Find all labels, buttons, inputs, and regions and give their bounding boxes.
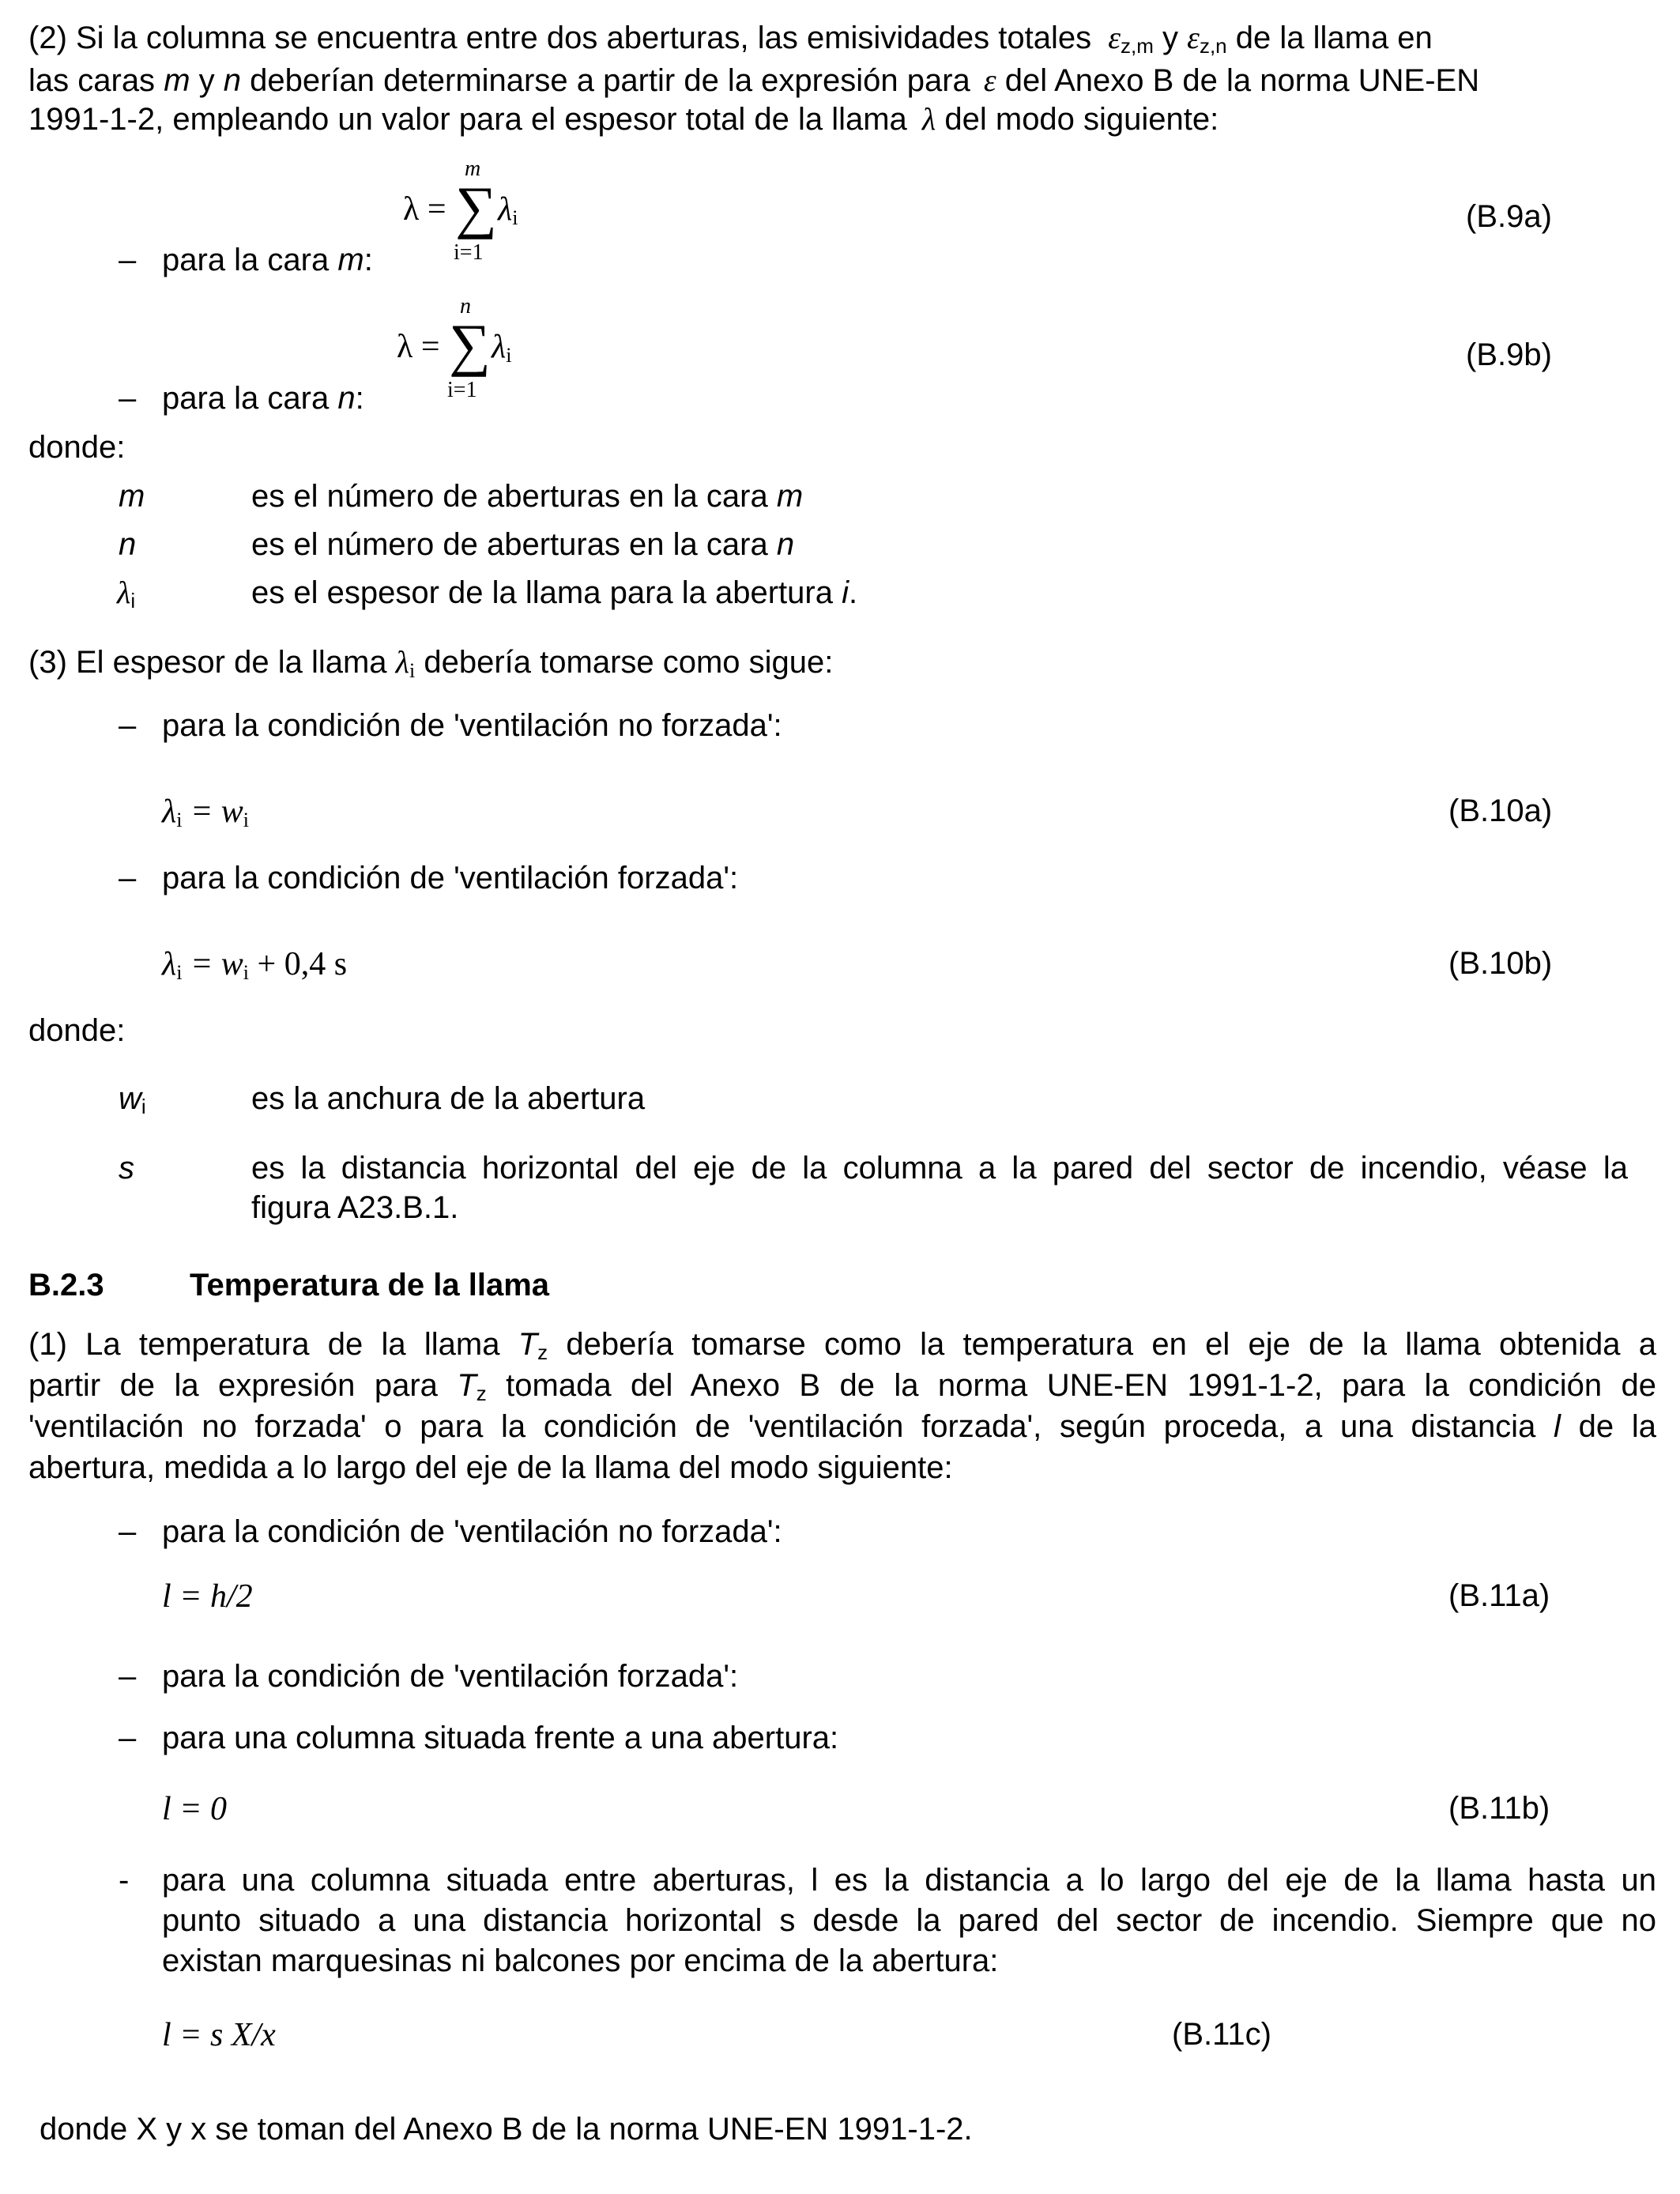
where-desc-text: es el número de aberturas en la cara [251, 527, 768, 562]
equation-number: (B.10b) [1448, 946, 1553, 981]
where-desc-s-line-2: figura A23.B.1. [251, 1190, 459, 1225]
p1-text: de la [1578, 1409, 1656, 1444]
p2-text: deberían determinarse a partir de la expresión para [250, 63, 970, 98]
lambda-symbol: λ [395, 644, 409, 680]
epsilon-subscript-m: z,m [1121, 34, 1154, 58]
condition-forced-ventilation: para la condición de 'ventilación forzada': [162, 861, 739, 895]
subscript-i: i [243, 809, 250, 831]
equation-number: (B.11b) [1448, 1791, 1550, 1826]
equation-b10a [162, 790, 249, 834]
epsilon-symbol: ε [1108, 20, 1121, 55]
condition-natural-ventilation: para la condición de 'ventilación no forzada': [162, 1514, 782, 1549]
p2-text: de la llama en [1235, 21, 1433, 55]
p3-text: (3) El espesor de la llama [28, 645, 387, 680]
T-symbol: T [457, 1368, 477, 1403]
where-desc-var: m [776, 479, 804, 514]
where-desc-w: es la anchura de la abertura [251, 1081, 646, 1116]
condition-column-between-openings-line-2: punto situado a una distancia horizontal s desde la pared del sector de incendio. Siempre que no [162, 1903, 1656, 1938]
section-title: Temperatura de la llama [190, 1268, 549, 1302]
p1-text: (1) La temperatura de la llama [28, 1327, 500, 1362]
where-symbol-m: m [119, 479, 145, 514]
T-z [457, 1368, 486, 1403]
eq-lhs: λ = [403, 191, 446, 228]
p2-text: del Anexo B de la norma UNE-EN [1004, 63, 1480, 98]
subscript-i: i [506, 344, 512, 367]
where-desc-var: i [842, 575, 849, 610]
where-desc-var: n [776, 527, 795, 562]
summation-symbol: ∑ [449, 313, 491, 378]
face-label-text: para la cara [162, 243, 330, 277]
lambda-symbol: λ [162, 946, 177, 982]
summation-symbol: ∑ [455, 175, 497, 240]
subscript-i: i [130, 589, 136, 613]
p1-line-1 [28, 1324, 1656, 1367]
where-heading: donde: [28, 1013, 126, 1048]
list-dash: – [119, 1659, 137, 1694]
p1-line-2 [28, 1365, 1656, 1408]
where-desc-lambda-i [251, 572, 857, 613]
list-dash: – [119, 708, 137, 743]
list-dash: – [119, 1514, 137, 1549]
lambda-symbol: λ [921, 101, 936, 137]
where-desc-text: es el espesor de la llama para la abertura [251, 575, 833, 610]
condition-natural-ventilation: para la condición de 'ventilación no forzada': [162, 708, 782, 743]
subscript-i: i [176, 809, 183, 831]
colon: : [355, 381, 364, 416]
sum-term [492, 326, 511, 369]
period: . [849, 575, 858, 610]
distance-l: l [1554, 1409, 1561, 1444]
closing-note: donde X y x se toman del Anexo B de la norma UNE-EN 1991-1-2. [40, 2112, 973, 2147]
epsilon-subscript-n: z,n [1199, 34, 1227, 58]
subscript-z: z [537, 1340, 548, 1364]
p2-line-2 [28, 60, 1479, 101]
p2-text: (2) Si la columna se encuentra entre dos aberturas, las emisividades totales [28, 21, 1092, 55]
equation-number: (B.9b) [1466, 337, 1552, 372]
lambda-symbol: λ [498, 191, 513, 228]
face-var: n [337, 381, 356, 416]
T-symbol: T [518, 1327, 538, 1362]
face-label [162, 378, 364, 419]
where-symbol-n: n [119, 527, 137, 562]
epsilon-symbol: ε [983, 62, 996, 98]
face-label [162, 239, 373, 281]
list-dash: – [119, 381, 137, 416]
equation-number: (B.10a) [1448, 794, 1553, 828]
list-dash: – [119, 1721, 137, 1755]
p2-conjunction: y [1162, 21, 1179, 55]
p2-text: las caras [28, 63, 156, 98]
list-hyphen: - [119, 1863, 130, 1898]
sum-term [498, 188, 518, 232]
p1-text: tomada del Anexo B de la norma UNE-EN 1991-1-2, para la condición de [506, 1368, 1657, 1403]
p1-text: 'ventilación no forzada' o para la condición de 'ventilación forzada', según proceda, a una distancia [28, 1409, 1536, 1444]
p2-conjunction: y [198, 63, 215, 98]
where-desc-m [251, 476, 803, 517]
section-number: B.2.3 [28, 1268, 104, 1302]
condition-column-facing-opening: para una columna situada frente a una abertura: [162, 1721, 839, 1755]
condition-column-between-openings-line-3: existan marquesinas ni balcones por encima de la abertura: [162, 1943, 999, 1978]
where-symbol-w-i [119, 1078, 146, 1121]
p1-line-4: abertura, medida a lo largo del eje de la llama del modo siguiente: [28, 1450, 953, 1485]
face-var: m [337, 243, 364, 277]
subscript-i: i [141, 1095, 146, 1118]
where-heading: donde: [28, 430, 126, 465]
subscript-i: i [243, 961, 250, 984]
p1-text: debería tomarse como la temperatura en el eje de la llama obtenida a [566, 1327, 1656, 1362]
eq-rhs: = w [182, 946, 243, 982]
eq-lhs: λ = [397, 329, 440, 365]
list-dash: – [119, 243, 137, 277]
where-desc-n [251, 524, 794, 565]
lambda-i [396, 644, 416, 680]
epsilon-symbol: ε [1187, 20, 1200, 55]
equation-b10b [162, 943, 347, 986]
equation-number: (B.11a) [1448, 1578, 1550, 1613]
condition-forced-ventilation: para la condición de 'ventilación forzada': [162, 1659, 739, 1694]
w-symbol: w [119, 1081, 141, 1116]
p2-text: 1991-1-2, empleando un valor para el espesor total de la llama [28, 102, 907, 137]
equation-b11b: l = 0 [162, 1791, 228, 1827]
sum-lower-limit: i=1 [447, 378, 477, 402]
equation-number: (B.9a) [1466, 199, 1552, 234]
subscript-i: i [409, 659, 416, 682]
list-dash: – [119, 861, 137, 895]
face-n: n [223, 63, 242, 98]
p3-intro [28, 642, 833, 684]
p3-text: debería tomarse como sigue: [424, 645, 834, 680]
eq-rhs: = w [182, 794, 243, 830]
lambda-symbol: λ [492, 329, 507, 365]
p2-line-3 [28, 99, 1219, 140]
colon: : [363, 243, 373, 277]
p2-text: del modo siguiente: [944, 102, 1219, 137]
sum-lower-limit: i=1 [454, 240, 484, 265]
subscript-i: i [512, 206, 518, 229]
p1-line-3 [28, 1406, 1656, 1447]
subscript-i: i [176, 961, 183, 984]
equation-b11c: l = s X/x [162, 2017, 276, 2053]
p2-line-1 [28, 17, 1433, 60]
condition-column-between-openings-line-1: para una columna situada entre aberturas, l es la distancia a lo largo del eje de la llama hasta un [162, 1863, 1656, 1898]
T-z [518, 1327, 548, 1362]
where-symbol-s: s [119, 1151, 134, 1186]
face-label-text: para la cara [162, 381, 330, 416]
equation-b11a: l = h/2 [162, 1578, 253, 1615]
where-desc-s-line-1: es la distancia horizontal del eje de la columna a la pared del sector de incendio, véase la [251, 1151, 1628, 1186]
eq-rhs-tail: + 0,4 s [249, 946, 348, 982]
p1-text: partir de la expresión para [28, 1368, 438, 1403]
face-m: m [164, 63, 190, 98]
sum-upper-limit: m [465, 156, 481, 181]
where-desc-text: es el número de aberturas en la cara [251, 479, 768, 514]
equation-number: (B.11c) [1172, 2017, 1271, 2052]
lambda-symbol: λ [117, 575, 131, 610]
where-symbol-lambda-i [117, 572, 135, 615]
sum-upper-limit: n [460, 294, 471, 319]
subscript-z: z [476, 1382, 487, 1405]
lambda-symbol: λ [162, 794, 177, 830]
